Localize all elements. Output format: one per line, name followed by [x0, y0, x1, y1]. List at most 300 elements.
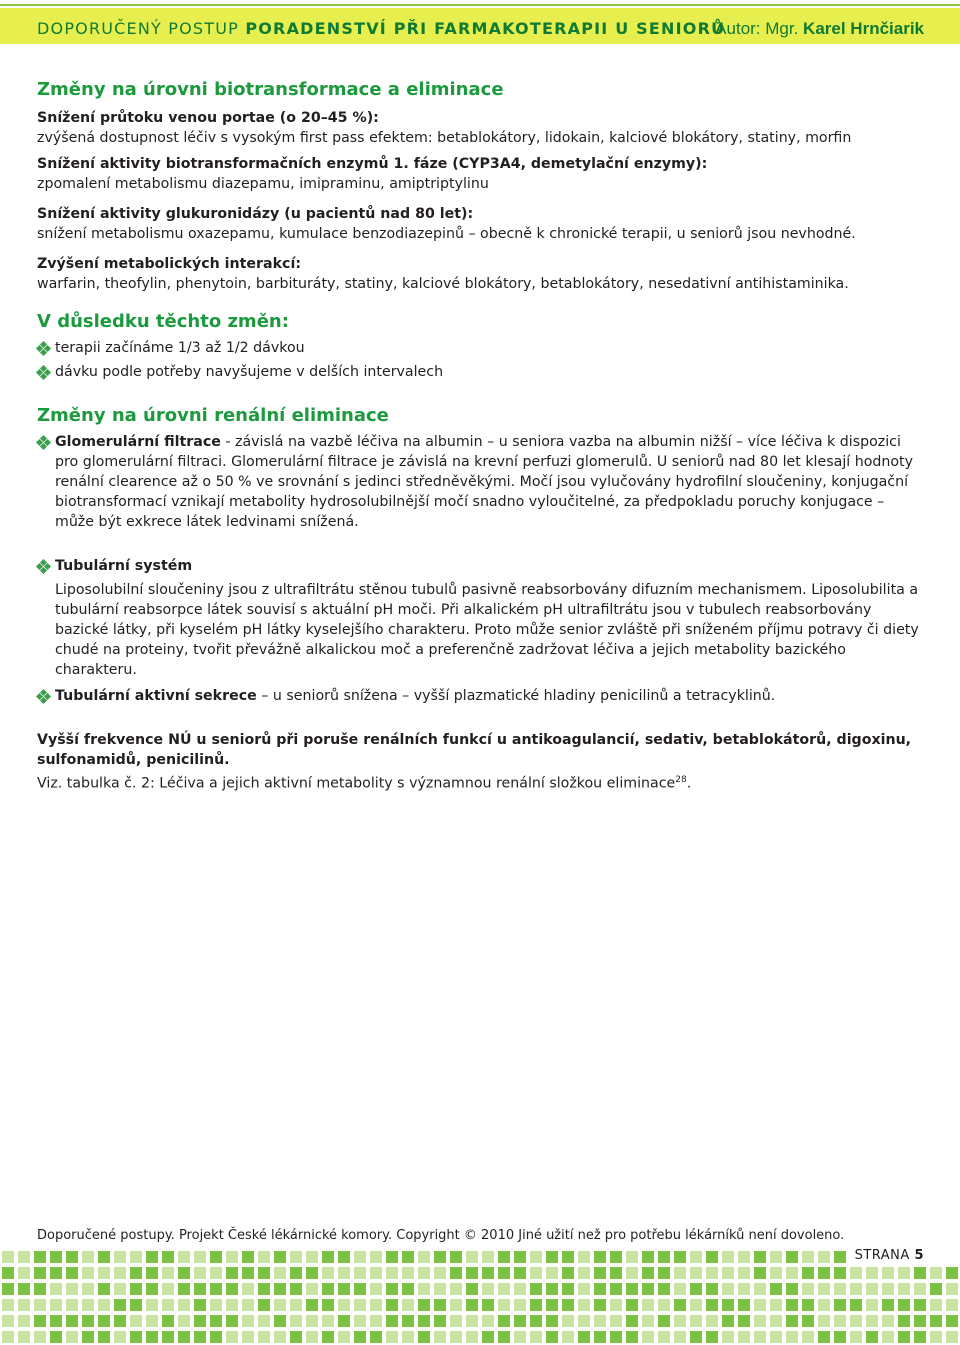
- active-secretion-title: Tubulární aktivní sekrece: [55, 688, 257, 704]
- grid-square: [466, 1331, 478, 1343]
- grid-square: [594, 1267, 606, 1279]
- grid-square: [898, 1267, 910, 1279]
- grid-square: [706, 1299, 718, 1311]
- grid-square: [82, 1331, 94, 1343]
- grid-square: [642, 1267, 654, 1279]
- grid-square: [930, 1299, 942, 1311]
- grid-square: [610, 1331, 622, 1343]
- grid-square: [18, 1267, 30, 1279]
- grid-square: [594, 1315, 606, 1327]
- grid-square: [866, 1283, 878, 1295]
- grid-square: [578, 1251, 590, 1263]
- grid-square: [354, 1299, 366, 1311]
- grid-square: [658, 1331, 670, 1343]
- grid-square: [738, 1299, 750, 1311]
- grid-square: [498, 1251, 510, 1263]
- grid-square: [594, 1251, 606, 1263]
- grid-square: [594, 1331, 606, 1343]
- grid-square: [674, 1331, 686, 1343]
- grid-square: [242, 1315, 254, 1327]
- grid-square: [642, 1251, 654, 1263]
- grid-square: [130, 1315, 142, 1327]
- grid-square: [850, 1315, 862, 1327]
- grid-square: [946, 1331, 958, 1343]
- grid-square: [642, 1331, 654, 1343]
- grid-square: [930, 1283, 942, 1295]
- grid-square: [706, 1331, 718, 1343]
- grid-square: [130, 1331, 142, 1343]
- grid-square: [546, 1315, 558, 1327]
- grid-square: [674, 1315, 686, 1327]
- grid-square: [274, 1331, 286, 1343]
- grid-square: [338, 1283, 350, 1295]
- grid-square: [738, 1283, 750, 1295]
- grid-square: [722, 1283, 734, 1295]
- grid-square: [82, 1299, 94, 1311]
- grid-square: [98, 1251, 110, 1263]
- grid-square: [34, 1299, 46, 1311]
- grid-square: [914, 1283, 926, 1295]
- author-prefix: Autor: Mgr.: [715, 19, 799, 38]
- grid-square: [322, 1251, 334, 1263]
- grid-square: [866, 1267, 878, 1279]
- grid-square: [418, 1315, 430, 1327]
- grid-square: [18, 1331, 30, 1343]
- grid-square: [690, 1315, 702, 1327]
- grid-square: [322, 1299, 334, 1311]
- grid-square: [930, 1331, 942, 1343]
- summary-reference: Viz. tabulka č. 2: Léčiva a jejich aktivní metabolity s významnou renální složkou eliminace$^{28}$.: [37, 775, 692, 792]
- grid-square: [642, 1299, 654, 1311]
- grid-square: [146, 1251, 158, 1263]
- grid-square: [770, 1267, 782, 1279]
- grid-square: [482, 1315, 494, 1327]
- grid-square: [114, 1331, 126, 1343]
- grid-square: [514, 1331, 526, 1343]
- document-title: [37, 19, 725, 38]
- section-heading-renal: Změny na úrovni renální eliminace: [37, 405, 389, 426]
- grid-square: [562, 1331, 574, 1343]
- grid-square: [386, 1267, 398, 1279]
- grid-square: [306, 1315, 318, 1327]
- grid-square: [562, 1267, 574, 1279]
- grid-square: [66, 1283, 78, 1295]
- grid-square: [274, 1251, 286, 1263]
- grid-square: [274, 1315, 286, 1327]
- grid-square: [258, 1315, 270, 1327]
- grid-square: [258, 1299, 270, 1311]
- grid-square: [82, 1267, 94, 1279]
- grid-square: [882, 1299, 894, 1311]
- grid-square: [354, 1267, 366, 1279]
- grid-square: [258, 1251, 270, 1263]
- grid-square: [402, 1267, 414, 1279]
- grid-square: [674, 1299, 686, 1311]
- item-title: Snížení aktivity glukuronidázy (u pacientů nad 80 let):: [37, 206, 474, 222]
- grid-square: [706, 1315, 718, 1327]
- grid-square: [690, 1299, 702, 1311]
- grid-square: [290, 1299, 302, 1311]
- grid-square: [226, 1283, 238, 1295]
- grid-square: [658, 1299, 670, 1311]
- grid-square: [690, 1331, 702, 1343]
- grid-square: [34, 1283, 46, 1295]
- grid-square: [578, 1267, 590, 1279]
- list-item: terapii začínáme 1/3 až 1/2 dávkou: [37, 338, 927, 358]
- item-text: snížení metabolismu oxazepamu, kumulace benzodiazepinů – obecně k chronické terapii, u seniorů jsou nevhodné.: [37, 226, 856, 242]
- list-item: [37, 686, 927, 706]
- grid-square: [322, 1283, 334, 1295]
- grid-square: [338, 1251, 350, 1263]
- grid-square: [834, 1315, 846, 1327]
- grid-square: [946, 1299, 958, 1311]
- grid-square: [514, 1299, 526, 1311]
- grid-square: [786, 1267, 798, 1279]
- grid-square: [482, 1251, 494, 1263]
- grid-square: [626, 1251, 638, 1263]
- grid-square: [882, 1315, 894, 1327]
- grid-square: [242, 1267, 254, 1279]
- grid-square: [146, 1283, 158, 1295]
- grid-square: [162, 1283, 174, 1295]
- grid-square: [706, 1283, 718, 1295]
- grid-square: [242, 1331, 254, 1343]
- grid-square: [594, 1299, 606, 1311]
- grid-square: [770, 1315, 782, 1327]
- grid-square: [690, 1283, 702, 1295]
- grid-square: [450, 1315, 462, 1327]
- grid-square: [210, 1315, 222, 1327]
- grid-square: [210, 1251, 222, 1263]
- grid-square: [722, 1299, 734, 1311]
- grid-square: [626, 1299, 638, 1311]
- grid-square: [434, 1267, 446, 1279]
- grid-square: [562, 1283, 574, 1295]
- grid-square: [210, 1299, 222, 1311]
- grid-square: [818, 1299, 830, 1311]
- grid-square: [18, 1299, 30, 1311]
- footer-copyright: Doporučené postupy. Projekt České lékárnické komory. Copyright © 2010 Jiné užití než pro potřebu lékárníků není dovoleno.: [37, 1228, 845, 1243]
- grid-square: [50, 1283, 62, 1295]
- decorative-square-grid: [0, 1249, 960, 1345]
- grid-square: [866, 1315, 878, 1327]
- grid-square: [194, 1299, 206, 1311]
- grid-square: [258, 1283, 270, 1295]
- grid-square: [18, 1315, 30, 1327]
- grid-square: [466, 1267, 478, 1279]
- grid-square: [466, 1251, 478, 1263]
- grid-square: [386, 1299, 398, 1311]
- grid-square: [594, 1283, 606, 1295]
- grid-square: [834, 1267, 846, 1279]
- grid-square: [802, 1331, 814, 1343]
- grid-square: [354, 1283, 366, 1295]
- grid-square: [66, 1299, 78, 1311]
- grid-square: [290, 1251, 302, 1263]
- grid-square: [914, 1299, 926, 1311]
- grid-square: [338, 1315, 350, 1327]
- grid-square: [82, 1283, 94, 1295]
- grid-square: [226, 1299, 238, 1311]
- grid-square: [450, 1251, 462, 1263]
- grid-square: [162, 1251, 174, 1263]
- grid-square: [706, 1267, 718, 1279]
- item-title: Snížení aktivity biotransformačních enzymů 1. fáze (CYP3A4, demetylační enzymy):: [37, 156, 708, 172]
- grid-square: [466, 1299, 478, 1311]
- grid-square: [98, 1331, 110, 1343]
- author-name: Karel Hrnčiarik: [803, 19, 924, 38]
- item-text: zpomalení metabolismu diazepamu, imipraminu, amiptriptylinu: [37, 176, 489, 192]
- grid-square: [450, 1299, 462, 1311]
- grid-square: [210, 1283, 222, 1295]
- grid-square: [114, 1251, 126, 1263]
- grid-square: [546, 1299, 558, 1311]
- grid-square: [898, 1299, 910, 1311]
- diamond-bullet-icon: [37, 560, 50, 573]
- list-item: [37, 556, 927, 680]
- grid-square: [370, 1331, 382, 1343]
- grid-square: [498, 1283, 510, 1295]
- grid-square: [450, 1331, 462, 1343]
- grid-square: [546, 1331, 558, 1343]
- grid-square: [18, 1251, 30, 1263]
- grid-square: [818, 1267, 830, 1279]
- grid-square: [34, 1315, 46, 1327]
- grid-square: [162, 1331, 174, 1343]
- grid-square: [642, 1283, 654, 1295]
- grid-square: [258, 1267, 270, 1279]
- grid-square: [530, 1267, 542, 1279]
- grid-square: [226, 1267, 238, 1279]
- grid-square: [610, 1251, 622, 1263]
- item-text: warfarin, theofylin, phenytoin, barbituráty, statiny, kalciové blokátory, betablokátory, nesedativní antihistaminika.: [37, 276, 849, 292]
- grid-square: [450, 1283, 462, 1295]
- reference-superscript: 28: [675, 775, 687, 785]
- grid-square: [290, 1331, 302, 1343]
- grid-square: [290, 1315, 302, 1327]
- grid-square: [482, 1299, 494, 1311]
- grid-square: [466, 1315, 478, 1327]
- grid-square: [866, 1299, 878, 1311]
- grid-square: [178, 1267, 190, 1279]
- grid-square: [178, 1315, 190, 1327]
- grid-square: [370, 1251, 382, 1263]
- grid-square: [178, 1299, 190, 1311]
- grid-square: [530, 1283, 542, 1295]
- grid-square: [434, 1299, 446, 1311]
- grid-square: [370, 1299, 382, 1311]
- grid-square: [850, 1331, 862, 1343]
- grid-square: [626, 1331, 638, 1343]
- grid-square: [754, 1267, 766, 1279]
- grid-square: [194, 1267, 206, 1279]
- grid-square: [2, 1251, 14, 1263]
- grid-square: [226, 1315, 238, 1327]
- page-number-value: 5: [914, 1248, 924, 1263]
- item-title: Snížení průtoku venou portae (o 20–45 %):: [37, 110, 379, 126]
- grid-square: [898, 1331, 910, 1343]
- summary-bold: Vyšší frekvence NÚ u seniorů při poruše renálních funkcí u antikoagulancií, sedativ, betablokátorů, digoxinu, sulfonamidů, penicilinů.: [37, 732, 912, 768]
- grid-square: [482, 1331, 494, 1343]
- grid-square: [466, 1283, 478, 1295]
- grid-square: [946, 1283, 958, 1295]
- grid-square: [402, 1251, 414, 1263]
- grid-square: [802, 1251, 814, 1263]
- grid-square: [882, 1267, 894, 1279]
- grid-square: [802, 1299, 814, 1311]
- grid-square: [194, 1315, 206, 1327]
- grid-square: [530, 1315, 542, 1327]
- diamond-bullet-icon: [37, 690, 50, 703]
- list-item: dávku podle potřeby navyšujeme v delších intervalech: [37, 362, 927, 382]
- grid-square: [50, 1315, 62, 1327]
- grid-square: [2, 1299, 14, 1311]
- grid-square: [386, 1331, 398, 1343]
- grid-square: [242, 1251, 254, 1263]
- grid-square: [738, 1331, 750, 1343]
- grid-square: [626, 1267, 638, 1279]
- grid-square: [658, 1283, 670, 1295]
- grid-square: [786, 1299, 798, 1311]
- grid-square: [866, 1331, 878, 1343]
- grid-square: [882, 1331, 894, 1343]
- grid-square: [530, 1299, 542, 1311]
- grid-square: [434, 1331, 446, 1343]
- grid-square: [194, 1331, 206, 1343]
- grid-square: [194, 1251, 206, 1263]
- grid-square: [322, 1267, 334, 1279]
- grid-square: [274, 1267, 286, 1279]
- grid-square: [514, 1283, 526, 1295]
- grid-square: [114, 1267, 126, 1279]
- grid-square: [514, 1315, 526, 1327]
- grid-square: [50, 1331, 62, 1343]
- grid-square: [306, 1283, 318, 1295]
- grid-square: [482, 1283, 494, 1295]
- grid-square: [50, 1267, 62, 1279]
- title-light: DOPORUČENÝ POSTUP: [37, 19, 240, 38]
- grid-square: [754, 1331, 766, 1343]
- grid-square: [882, 1283, 894, 1295]
- grid-square: [162, 1299, 174, 1311]
- grid-square: [850, 1283, 862, 1295]
- grid-square: [178, 1251, 190, 1263]
- grid-square: [98, 1283, 110, 1295]
- grid-square: [82, 1315, 94, 1327]
- grid-square: [674, 1267, 686, 1279]
- grid-square: [610, 1315, 622, 1327]
- grid-square: [498, 1331, 510, 1343]
- grid-square: [402, 1283, 414, 1295]
- grid-square: [130, 1251, 142, 1263]
- grid-square: [2, 1315, 14, 1327]
- grid-square: [946, 1267, 958, 1279]
- grid-square: [610, 1267, 622, 1279]
- grid-square: [306, 1267, 318, 1279]
- grid-square: [610, 1283, 622, 1295]
- grid-square: [98, 1299, 110, 1311]
- item-title: Zvýšení metabolických interakcí:: [37, 256, 302, 272]
- grid-square: [34, 1331, 46, 1343]
- grid-square: [802, 1315, 814, 1327]
- grid-square: [386, 1251, 398, 1263]
- tubular-title: Tubulární systém: [55, 558, 193, 574]
- grid-square: [770, 1331, 782, 1343]
- grid-square: [818, 1283, 830, 1295]
- grid-square: [786, 1315, 798, 1327]
- grid-square: [562, 1251, 574, 1263]
- header-top-rule: [0, 4, 960, 6]
- grid-square: [338, 1267, 350, 1279]
- grid-square: [530, 1251, 542, 1263]
- grid-square: [642, 1315, 654, 1327]
- page-label: STRANA: [854, 1248, 910, 1263]
- grid-square: [722, 1251, 734, 1263]
- grid-square: [482, 1267, 494, 1279]
- grid-square: [690, 1267, 702, 1279]
- grid-square: [898, 1283, 910, 1295]
- grid-square: [306, 1251, 318, 1263]
- grid-square: [946, 1315, 958, 1327]
- glomerular-text: - závislá na vazbě léčiva na albumin – u seniora vazba na albumin nižší – více léčiva k dispozici pro glomerulární filtraci. Glomerulární filtrace je závislá na krevní perfuzi glomerulů. U seniorů nad 80 let klesají hodnoty renální clearence až o 50 % ve srovnání s jedinci středněvěkými. Močí jsou vylučovány hydrofilní sloučeniny, konjugační biotransformací vznikají metabolity hydrosolubilnější močí snadno vyloučitelné, za předpokladu poruchy konjugace – může být exkrece látek ledvinami snížená.: [55, 434, 914, 530]
- grid-square: [306, 1299, 318, 1311]
- diamond-bullet-icon: [37, 342, 50, 355]
- page-content: [37, 78, 927, 794]
- grid-square: [146, 1315, 158, 1327]
- grid-square: [930, 1315, 942, 1327]
- grid-square: [738, 1251, 750, 1263]
- grid-square: [674, 1283, 686, 1295]
- consequence-list: [37, 338, 927, 382]
- list-item: [37, 432, 927, 532]
- grid-square: [834, 1251, 846, 1263]
- grid-square: [690, 1251, 702, 1263]
- grid-square: [130, 1283, 142, 1295]
- grid-square: [146, 1267, 158, 1279]
- grid-square: [722, 1331, 734, 1343]
- grid-square: [434, 1283, 446, 1295]
- grid-square: [434, 1251, 446, 1263]
- tubular-text: Liposolubilní sloučeniny jsou z ultrafiltrátu stěnou tubulů pasivně reabsorbovány difuzním mechanismem. Liposolubilita a tubulární reabsorpce látek souvisí s aktuální pH moči. Při alkalickém pH ultrafiltrátu jsou v tubulech reabsorbovány bazické látky, při kyselém pH látky kyselejšího charakteru. Proto může senior zvláště při sníženém příjmu potravy či diety chudé na proteiny, tvořit převážně alkalickou moč a preferenčně zadržovat léčiva a jejich metabolity bazického charakteru.: [55, 582, 919, 678]
- grid-square: [242, 1299, 254, 1311]
- grid-square: [34, 1251, 46, 1263]
- grid-square: [402, 1299, 414, 1311]
- grid-square: [418, 1299, 430, 1311]
- grid-square: [546, 1283, 558, 1295]
- grid-square: [402, 1315, 414, 1327]
- grid-square: [850, 1299, 862, 1311]
- grid-square: [2, 1267, 14, 1279]
- grid-square: [354, 1251, 366, 1263]
- grid-square: [834, 1283, 846, 1295]
- grid-square: [626, 1283, 638, 1295]
- grid-square: [754, 1251, 766, 1263]
- grid-square: [162, 1267, 174, 1279]
- grid-square: [754, 1299, 766, 1311]
- grid-square: [850, 1267, 862, 1279]
- grid-square: [834, 1299, 846, 1311]
- grid-square: [914, 1267, 926, 1279]
- grid-square: [754, 1315, 766, 1327]
- grid-square: [274, 1299, 286, 1311]
- grid-square: [786, 1331, 798, 1343]
- grid-square: [578, 1299, 590, 1311]
- grid-square: [658, 1315, 670, 1327]
- grid-square: [50, 1299, 62, 1311]
- grid-square: [18, 1283, 30, 1295]
- grid-square: [802, 1267, 814, 1279]
- grid-square: [290, 1283, 302, 1295]
